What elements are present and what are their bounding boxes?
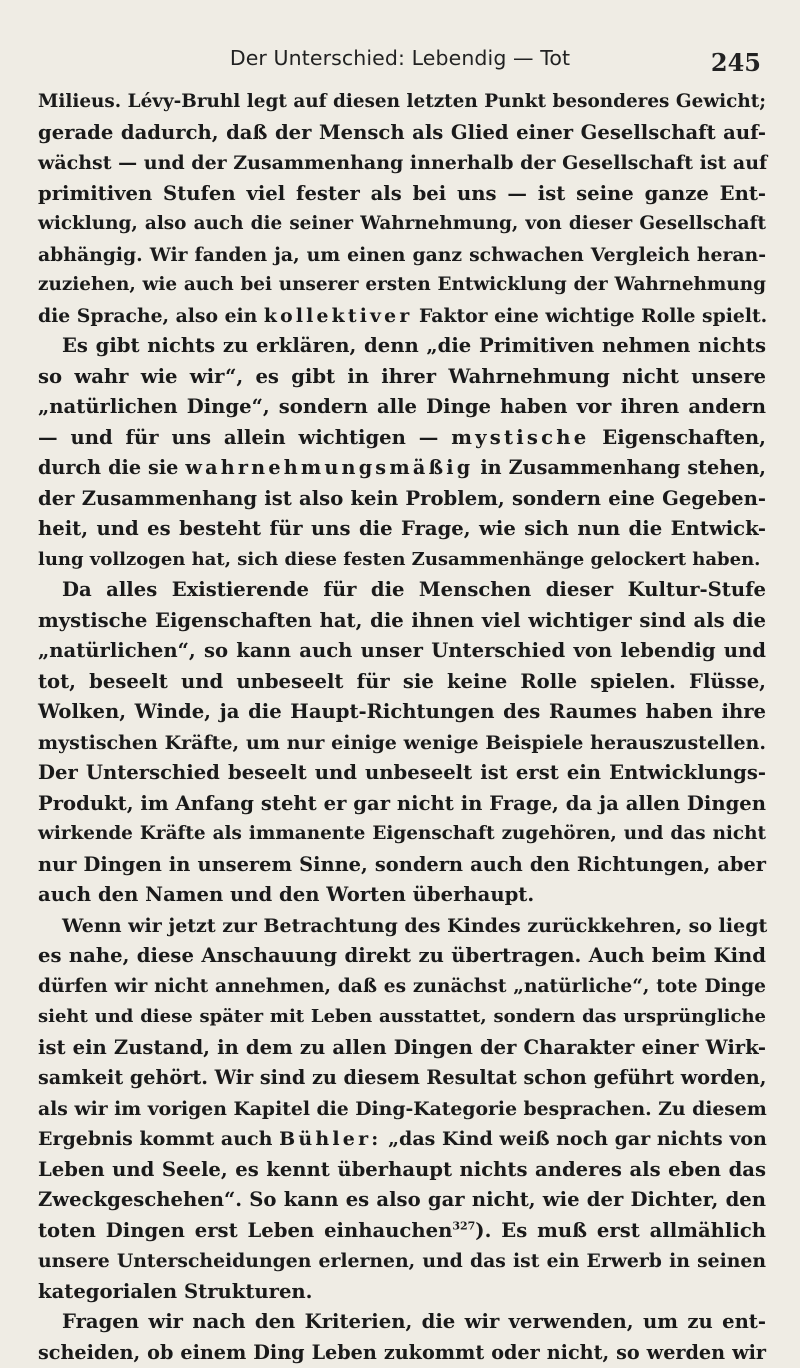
- text-run: toten Dingen erst Leben einhauchen: [38, 1219, 452, 1242]
- spaced-emphasis: mystische: [451, 426, 589, 449]
- text-line: [38, 423, 766, 454]
- text-line: „natürlichen Dinge“, sondern alle Dinge haben vor ihren andern: [38, 392, 766, 423]
- text-line: wirkende Kräfte als immanente Eigenschaft zugehören, und das nicht: [38, 819, 766, 850]
- text-line: Fragen wir nach den Kriterien, die wir verwenden, um zu ent-: [38, 1307, 766, 1338]
- text-line: Der Unterschied beseelt und unbeseelt ist erst ein Entwicklungs-: [38, 758, 766, 789]
- text-line: primitiven Stufen viel fester als bei uns — ist seine ganze Ent-: [38, 179, 766, 210]
- text-line: gerade dadurch, daß der Mensch als Glied einer Gesellschaft auf-: [38, 118, 766, 149]
- text-line: unsere Unterscheidungen erlernen, und das ist ein Erwerb in seinen: [38, 1246, 766, 1277]
- text-run: Ergebnis kommt auch: [38, 1128, 272, 1150]
- text-line: mystische Eigenschaften hat, die ihnen viel wichtiger sind als die: [38, 606, 766, 637]
- text-line: sieht und diese später mit Leben ausstattet, sondern das ursprüngliche: [38, 1002, 766, 1033]
- text-line: Leben und Seele, es kennt überhaupt nichts anderes als eben das: [38, 1155, 766, 1186]
- text-line: wicklung, also auch die seiner Wahrnehmung, von dieser Gesellschaft: [38, 209, 766, 240]
- text-line: abhängig. Wir fanden ja, um einen ganz schwachen Vergleich heran-: [38, 240, 766, 271]
- text-run: ). Es muß erst allmählich: [475, 1219, 766, 1242]
- text-line: tot, beseelt und unbeseelt für sie keine Rolle spielen. Flüsse,: [38, 667, 766, 698]
- text-line: heit, und es besteht für uns die Frage, wie sich nun die Entwick-: [38, 514, 766, 545]
- spaced-emphasis: wahrnehmungsmäßig: [185, 456, 473, 479]
- text-line: wächst — und der Zusammenhang innerhalb der Gesellschaft ist auf: [38, 148, 766, 179]
- text-line: kategorialen Strukturen.: [38, 1277, 766, 1308]
- text-run: — und für uns allein wichtigen —: [38, 426, 438, 449]
- text-line: scheiden, ob einem Ding Leben zukommt oder nicht, so werden wir: [38, 1338, 766, 1368]
- page-number: 245: [711, 48, 761, 77]
- text-run: die Sprache, also ein: [38, 305, 257, 327]
- text-line: lung vollzogen hat, sich diese festen Zusammenhänge gelockert haben.: [38, 545, 766, 576]
- text-line: Zweckgeschehen“. So kann es also gar nicht, wie der Dichter, den: [38, 1185, 766, 1216]
- text-line: Produkt, im Anfang steht er gar nicht in Frage, da ja allen Dingen: [38, 789, 766, 820]
- text-line: samkeit gehört. Wir sind zu diesem Resultat schon geführt worden,: [38, 1063, 766, 1094]
- text-line: Es gibt nichts zu erklären, denn „die Primitiven nehmen nichts: [38, 331, 766, 362]
- text-line: es nahe, diese Anschauung direkt zu übertragen. Auch beim Kind: [38, 941, 766, 972]
- body-text: [38, 87, 766, 1368]
- text-line: der Zusammenhang ist also kein Problem, sondern eine Gegeben-: [38, 484, 766, 515]
- text-line: mystischen Kräfte, um nur einige wenige Beispiele herauszustellen.: [38, 728, 766, 759]
- footnote-ref: 327: [452, 1219, 475, 1232]
- text-line: [38, 1124, 766, 1155]
- text-line: [38, 1216, 766, 1247]
- text-line: [38, 301, 766, 332]
- text-line: auch den Namen und den Worten überhaupt.: [38, 880, 766, 911]
- text-line: dürfen wir nicht annehmen, daß es zunächst „natürliche“, tote Dinge: [38, 972, 766, 1003]
- text-line: zuziehen, wie auch bei unserer ersten Entwicklung der Wahrnehmung: [38, 270, 766, 301]
- text-line: Wenn wir jetzt zur Betrachtung des Kindes zurückkehren, so liegt: [38, 911, 766, 942]
- text-line: [38, 453, 766, 484]
- text-line: Da alles Existierende für die Menschen dieser Kultur-Stufe: [38, 575, 766, 606]
- text-line: nur Dingen in unserem Sinne, sondern auch den Richtungen, aber: [38, 850, 766, 881]
- text-run: Eigenschaften,: [602, 426, 766, 449]
- text-line: „natürlichen“, so kann auch unser Unterschied von lebendig und: [38, 636, 766, 667]
- text-line: so wahr wie wir“, es gibt in ihrer Wahrnehmung nicht unsere: [38, 362, 766, 393]
- running-head: Der Unterschied: Lebendig — Tot: [35, 46, 765, 70]
- text-line: Milieus. Lévy-Bruhl legt auf diesen letzten Punkt besonderes Gewicht;: [38, 87, 766, 118]
- text-run: „das Kind weiß noch gar nichts von: [388, 1128, 767, 1150]
- text-line: als wir im vorigen Kapitel die Ding-Kategorie besprachen. Zu diesem: [38, 1094, 766, 1125]
- spaced-emphasis: kollektiver: [264, 305, 413, 327]
- text-line: Wolken, Winde, ja die Haupt-Richtungen des Raumes haben ihre: [38, 697, 766, 728]
- text-run: Faktor eine wichtige Rolle spielt.: [419, 305, 767, 327]
- text-run: in Zusammenhang stehen,: [480, 456, 766, 479]
- text-line: ist ein Zustand, in dem zu allen Dingen der Charakter einer Wirk-: [38, 1033, 766, 1064]
- text-run: durch die sie: [38, 456, 178, 479]
- spaced-emphasis: Bühler:: [279, 1128, 381, 1150]
- page-header: [35, 44, 765, 84]
